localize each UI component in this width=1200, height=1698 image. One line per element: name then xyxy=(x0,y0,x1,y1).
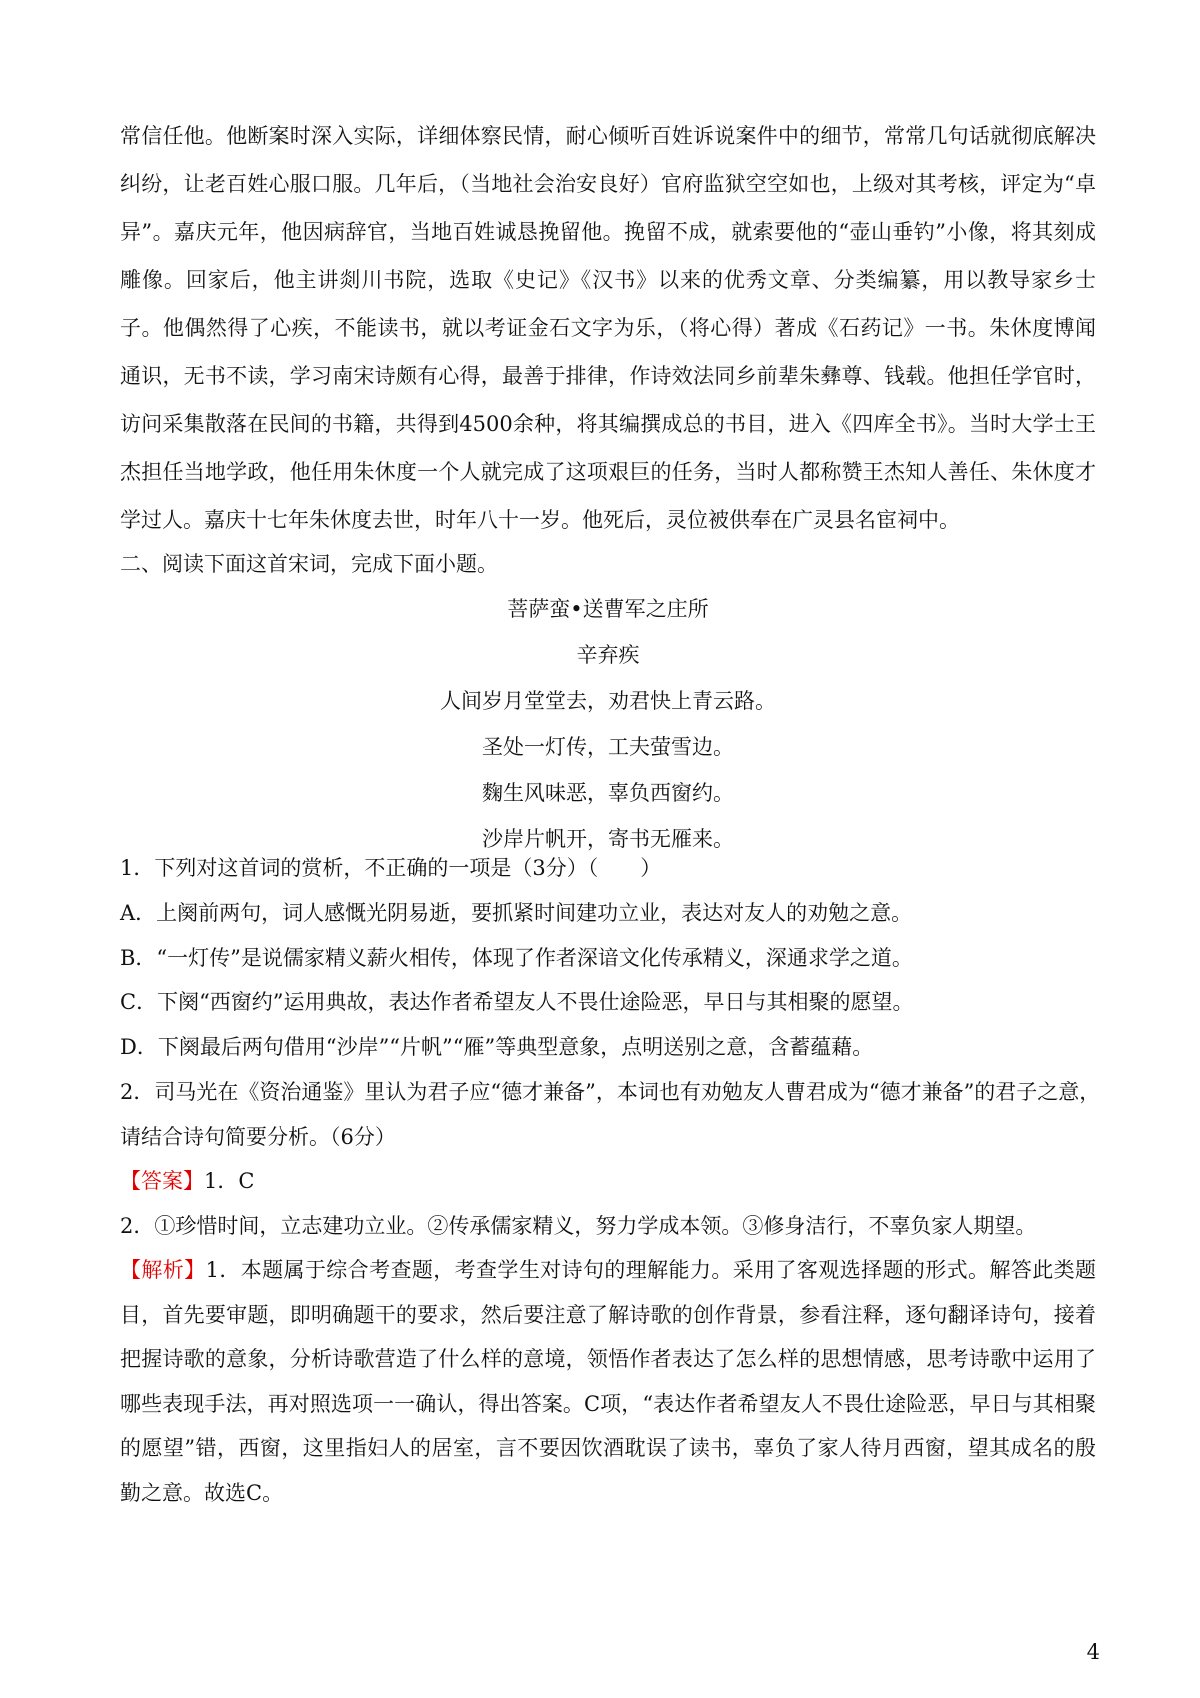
question-1-option-a: A．上阕前两句，词人感慨光阴易逝，要抓紧时间建功立业，表达对友人的劝勉之意。 xyxy=(120,901,913,925)
question-1-option-d: D．下阕最后两句借用“沙岸”“片帆”“雁”等典型意象，点明送别之意，含蓄蕴藉。 xyxy=(120,1035,874,1059)
poem-line: 麴生风味恶，辜负西窗约。 xyxy=(482,781,734,805)
poem-title: 菩萨蛮•送曹军之庄所 xyxy=(507,597,709,621)
question-2-line-1: 2．司马光在《资治通鉴》里认为君子应“德才兼备”，本词也有劝勉友人曹君成为“德才兼备”的君子之意， xyxy=(120,1080,1101,1104)
section-heading: 二、阅读下面这首宋词，完成下面小题。 xyxy=(120,552,498,576)
answer-line-2: 2．①珍惜时间，立志建功立业。②传承儒家精义，努力学成本领。③修身洁行，不辜负家人期望。 xyxy=(120,1214,1037,1238)
poem-line: 沙岸片帆开，寄书无雁来。 xyxy=(482,827,734,851)
question-2-line-2: 请结合诗句简要分析。（6分） xyxy=(120,1125,396,1149)
poem-author: 辛弃疾 xyxy=(576,643,640,667)
question-1-option-c: C．下阕“西窗约”运用典故，表达作者希望友人不畏仕途险恶，早日与其相聚的愿望。 xyxy=(120,990,914,1014)
page-number: 4 xyxy=(1086,1640,1100,1664)
poem-line: 人间岁月堂堂去，劝君快上青云路。 xyxy=(440,689,776,713)
question-1-option-b: B．“一灯传”是说儒家精义薪火相传，体现了作者深谙文化传承精义，深通求学之道。 xyxy=(120,946,913,970)
analysis-tag: 【解析】 xyxy=(120,1258,206,1282)
answer-line-1 xyxy=(120,1166,1096,1196)
answer-tag: 【答案】 xyxy=(120,1169,204,1193)
translation-paragraph xyxy=(120,112,1096,544)
poem-line: 圣处一灯传，工夫萤雪边。 xyxy=(482,735,734,759)
analysis-text: 1．本题属于综合考查题，考查学生对诗句的理解能力。采用了客观选择题的形式。解答此类题目，首先要审题，即明确题干的要求，然后要注意了解诗歌的创作背景，参看注释，逐句翻译诗句，接着把握诗歌的意象，分析诗歌营造了什么样的意境，领悟作者表达了怎么样的思想情感，思考诗歌中运用了哪些表现手法，再对照选项一一确认，得出答案。C项，“表达作者希望友人不畏仕途险恶，早日与其相聚的愿望”错，西窗，这里指妇人的居室，言不要因饮酒耽误了读书，辜负了家人待月西窗，望其成名的殷勤之意。故选C。 xyxy=(120,1258,1097,1505)
translation-text: 常信任他。他断案时深入实际，详细体察民情，耐心倾听百姓诉说案件中的细节，常常几句话就彻底解决纠纷，让老百姓心服口服。几年后，（当地社会治安良好）官府监狱空空如也，上级对其考核，评定为“卓异”。嘉庆元年，他因病辞官，当地百姓诚恳挽留他。挽留不成，就索要他的“壶山垂钓”小像，将其刻成雕像。回家后，他主讲剡川书院，选取《史记》《汉书》以来的优秀文章、分类编纂，用以教导家乡士子。他偶然得了心疾，不能读书，就以考证金石文字为乐，（将心得）著成《石药记》一书。朱休度博闻通识，无书不读，学习南宋诗颇有心得，最善于排律，作诗效法同乡前辈朱彝尊、钱载。他担任学官时，访问采集散落在民间的书籍，共得到4500余种，将其编撰成总的书目，进入《四库全书》。当时大学士王杰担任当地学政，他任用朱休度一个人就完成了这项艰巨的任务，当时人都称赞王杰知人善任、朱休度才学过人。嘉庆十七年朱休度去世，时年八十一岁。他死后，灵位被供奉在广灵县名宦祠中。 xyxy=(120,124,1096,532)
answer-1-text: 1．C xyxy=(204,1169,255,1193)
question-1-stem: 1．下列对这首词的赏析，不正确的一项是（3分）（ ） xyxy=(120,856,662,880)
analysis-paragraph xyxy=(120,1248,1096,1515)
